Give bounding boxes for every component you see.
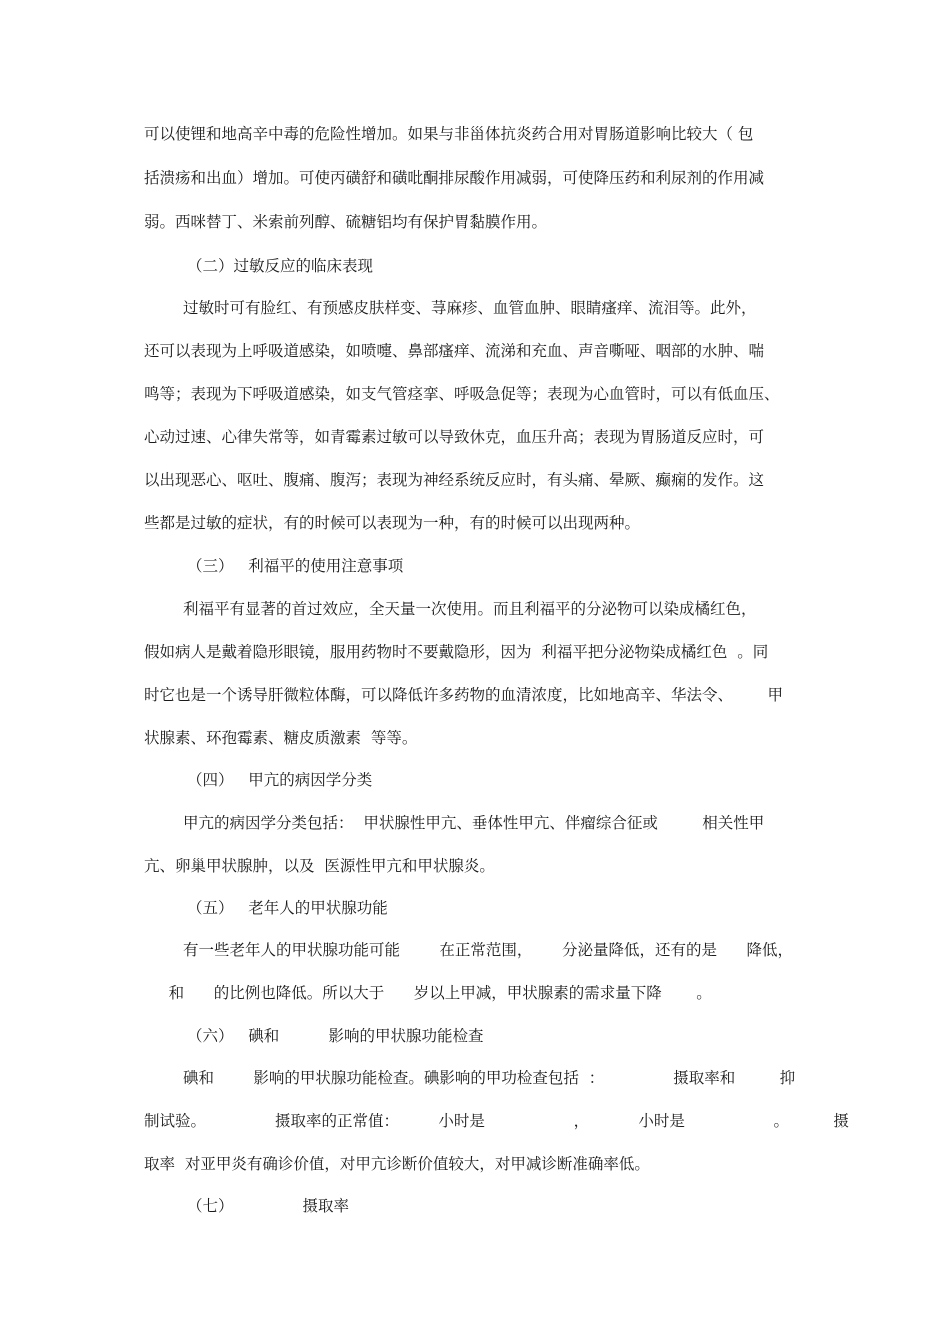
section-heading-iodine-tests: （六） 碘和 影响的甲状腺功能检查 xyxy=(187,1027,484,1045)
text-line: 弱。西咪替丁、米索前列醇、硫糖铝均有保护胃黏膜作用。 xyxy=(144,213,548,231)
section-heading-hyperthyroid-etiology: （四） 甲亢的病因学分类 xyxy=(187,771,373,789)
text-line: 括溃疡和出血）增加。可使丙磺舒和磺吡酮排尿酸作用减弱，可使降压药和利尿剂的作用减 xyxy=(144,169,765,187)
text-line: 时它也是一个诱导肝微粒体酶，可以降低许多药物的血清浓度，比如地高辛、华法令、 甲 xyxy=(144,686,783,704)
section-heading-allergy: （二）过敏反应的临床表现 xyxy=(187,257,374,275)
text-line: 状腺素、环孢霉素、糖皮质激素 等等。 xyxy=(144,729,418,747)
text-line: 利福平有显著的首过效应，全天量一次使用。而且利福平的分泌物可以染成橘红色， xyxy=(183,600,757,618)
text-line: 还可以表现为上呼吸道感染，如喷嚏、鼻部瘙痒、流涕和充血、声音嘶哑、咽部的水肿、喘 xyxy=(144,342,765,360)
text-line: 过敏时可有脸红、有预感皮肤样变、荨麻疹、血管血肿、眼睛瘙痒、流泪等。此外， xyxy=(183,299,757,317)
section-heading-uptake-rate: （七） 摄取率 xyxy=(187,1197,349,1215)
text-line: 假如病人是戴着隐形眼镜，服用药物时不要戴隐形，因为 利福平把分泌物染成橘红色 。同 xyxy=(144,643,769,661)
text-line: 甲亢的病因学分类包括： 甲状腺性甲亢、垂体性甲亢、伴瘤综合征或 相关性甲 xyxy=(183,814,765,832)
text-line: 些都是过敏的症状，有的时候可以表现为一种，有的时候可以出现两种。 xyxy=(144,514,641,532)
text-line: 和 的比例也降低。所以大于 岁以上甲减，甲状腺素的需求量下降 。 xyxy=(144,984,712,1002)
section-heading-elderly-thyroid: （五） 老年人的甲状腺功能 xyxy=(187,899,388,917)
section-heading-rifampicin: （三） 利福平的使用注意事项 xyxy=(187,557,404,575)
text-line: 心动过速、心律失常等，如青霉素过敏可以导致休克，血压升高；表现为胃肠道反应时，可 xyxy=(144,428,765,446)
text-line: 有一些老年人的甲状腺功能可能 在正常范围， 分泌量降低，还有的是 降低， xyxy=(183,941,794,959)
text-line: 制试验。 摄取率的正常值： 小时是 ， 小时是 。 摄 xyxy=(144,1112,849,1130)
text-line: 以出现恶心、呕吐、腹痛、腹泻；表现为神经系统反应时，有头痛、晕厥、癫痫的发作。这 xyxy=(144,471,765,489)
text-line: 鸣等；表现为下呼吸道感染，如支气管痉挛、呼吸急促等；表现为心血管时，可以有低血压、 xyxy=(144,385,780,403)
text-line: 亢、卵巢甲状腺肿，以及 医源性甲亢和甲状腺炎。 xyxy=(144,857,495,875)
text-line: 取率 对亚甲炎有确诊价值，对甲亢诊断价值较大，对甲减诊断准确率低。 xyxy=(144,1155,650,1173)
text-line: 可以使锂和地高辛中毒的危险性增加。如果与非甾体抗炎药合用对胃肠道影响比较大（ 包 xyxy=(144,125,754,143)
text-line: 碘和 影响的甲状腺功能检查。碘影响的甲功检查包括 ： 摄取率和 抑 xyxy=(183,1069,796,1087)
